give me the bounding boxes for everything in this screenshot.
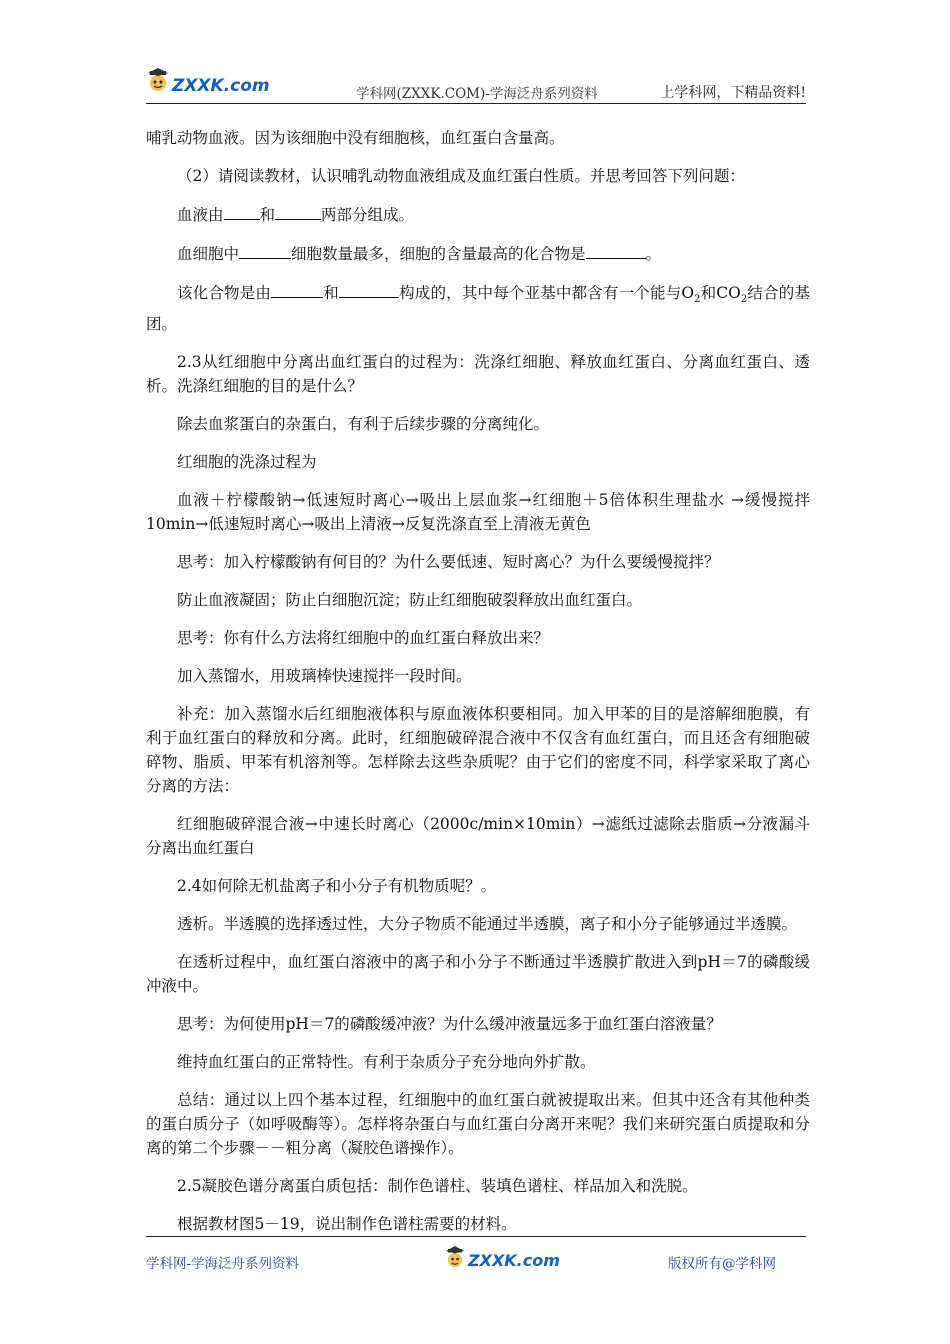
paragraph: 思考：为何使用pH＝7的磷酸缓冲液？为什么缓冲液量远多于血红蛋白溶液量？ [177,1015,722,1034]
paragraph: 补充：加入蒸馏水后红细胞液体积与原血液体积要相同。加入甲苯的目的是溶解细胞膜，有利于血红蛋白的释放和分离。此时，红细胞破碎混合液中不仅含有血红蛋白，而且还含有细胞破碎物、脂质、甲苯有机溶剂等。怎样除去这些杂质呢？由于它们的密度不同，科学家采取了离心分离的方法： [146,705,810,796]
answer-blank [586,241,646,259]
paragraph: 根据教材图5－19，说出制作色谱柱需要的材料。 [177,1215,517,1234]
page-footer [146,1244,806,1276]
answer-blank [339,280,399,298]
header-site-title: 学科网(ZXXK.COM)-学海泛舟系列资料 [356,86,598,102]
page-header [146,64,806,104]
paragraph: 2.5凝胶色谱分离蛋白质包括：制作色谱柱、装填色谱柱、样品加入和洗脱。 [177,1177,698,1196]
answer-blank [224,202,260,220]
answer-blank [275,202,321,220]
paragraph: 2.3从红细胞中分离出血红蛋白的过程为：洗涤红细胞、释放血红蛋白、分离血红蛋白、透析。洗涤红细胞的目的是什么？ [146,353,810,396]
paragraph: 2.4如何除无机盐离子和小分子有机物质呢？。 [177,877,497,896]
paragraph: 红细胞的洗涤过程为 [177,453,317,472]
logo-text: ZXXK.com [172,76,270,96]
paragraph: 透析。半透膜的选择透过性，大分子物质不能通过半透膜，离子和小分子能够通过半透膜。 [177,915,798,934]
paragraph: 思考：你有什么方法将红细胞中的血红蛋白释放出来？ [177,629,550,648]
paragraph: 除去血浆蛋白的杂蛋白，有利于后续步骤的分离纯化。 [177,415,550,434]
header-slogan: 上学科网，下精品资料! [660,85,806,101]
paragraph: 血液＋柠檬酸钠→低速短时离心→吸出上层血浆→红细胞＋5倍体积生理盐水 →缓慢搅拌10min→低速短时离心→吸出上清液→反复洗涤直至上清液无黄色 [146,491,810,534]
paragraph: 加入蒸馏水，用玻璃棒快速搅拌一段时间。 [177,667,472,686]
fill-blank-question: 血液由 和 两部分组成。 [146,202,810,227]
paragraph: （2）请阅读教材，认识哺乳动物血液组成及血红蛋白性质。并思考回答下列问题： [177,167,745,185]
header-divider [146,103,806,104]
document-body [146,126,810,1250]
answer-blank [271,280,323,298]
answer-blank [239,241,291,259]
paragraph: 防止血液凝固；防止白细胞沉淀；防止红细胞破裂释放出血红蛋白。 [177,591,643,610]
footer-site-title[interactable]: 学科网-学海泛舟系列资料 [146,1256,300,1272]
zxxk-logo[interactable] [146,66,270,98]
fill-blank-question: 血细胞中 细胞数量最多，细胞的含量最高的化合物是 。 [146,241,810,266]
paragraph: 在透析过程中，血红蛋白溶液中的离子和小分子不断通过半透膜扩散进入到pH＝7的磷酸缓冲液中。 [146,953,810,996]
paragraph: 总结：通过以上四个基本过程，红细胞中的血红蛋白就被提取出来。但其中还含有其他种类的蛋白质分子（如呼吸酶等）。怎样将杂蛋白与血红蛋白分离开来呢？我们来研究蛋白质提取和分离的第二个步骤－－粗分离（凝胶色谱操作）。 [146,1091,810,1158]
footer-logo-text: ZXXK.com [468,1251,560,1270]
paragraph: 维持血红蛋白的正常特性。有利于杂质分子充分地向外扩散。 [177,1053,596,1072]
footer-copyright[interactable]: 版权所有@学科网 [668,1256,776,1272]
paragraph: 哺乳动物血液。因为该细胞中没有细胞核，血红蛋白含量高。 [146,129,565,147]
footer-zxxk-logo[interactable] [444,1244,560,1274]
paragraph: 红细胞破碎混合液→中速长时离心（2000c/min×10min）→滤纸过滤除去脂质→分液漏斗分离出血红蛋白 [146,815,810,858]
fill-blank-question: 该化合物是由 和 构成的，其中每个亚基中都含有一个能与$O_2$和$CO_2$结合的基团。 [146,280,810,336]
paragraph: 思考：加入柠檬酸钠有何目的？为什么要低速、短时离心？为什么要缓慢搅拌？ [177,553,720,572]
footer-divider [146,1236,806,1237]
